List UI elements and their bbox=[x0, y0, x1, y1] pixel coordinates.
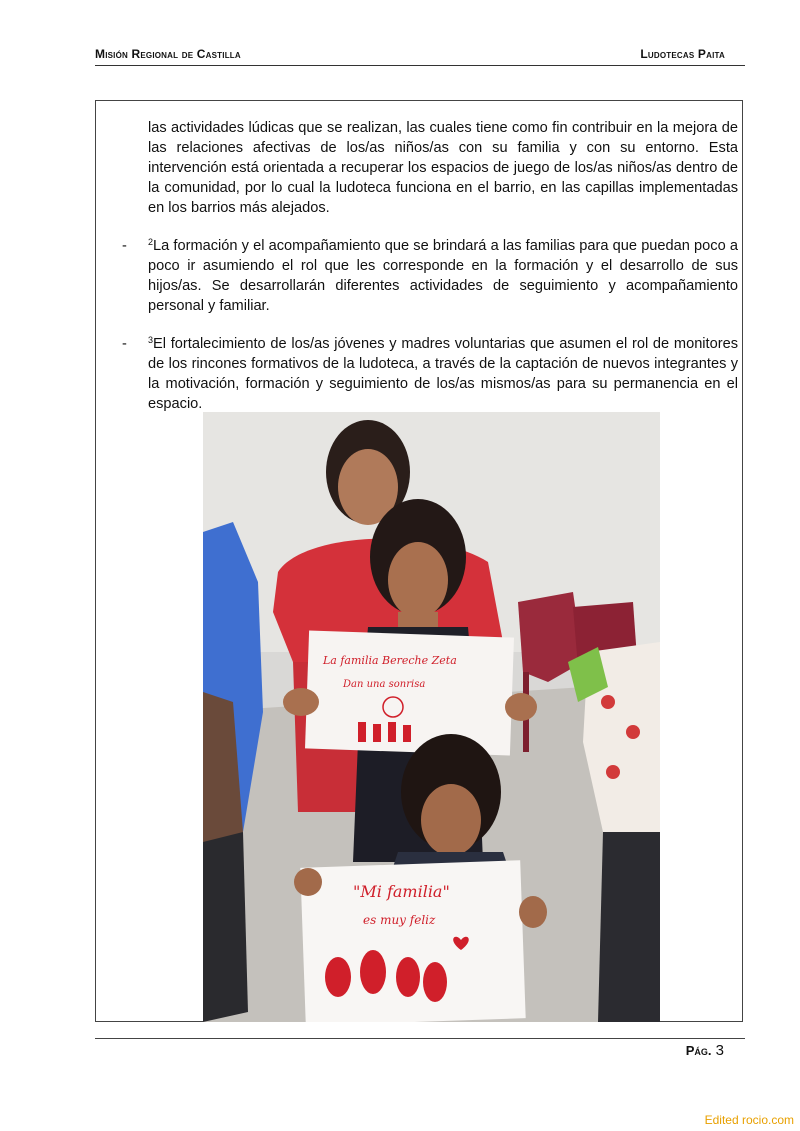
page-number bbox=[686, 1042, 724, 1059]
page-label: Pág. bbox=[685, 1043, 712, 1058]
sign-top-text-2: Dan una sonrisa bbox=[343, 679, 426, 690]
watermark: Edited rocio.com bbox=[704, 1113, 794, 1127]
sign-bottom-text-2: es muy feliz bbox=[363, 913, 436, 927]
bullet-marker: - bbox=[122, 336, 127, 352]
list-item-3-text: El fortalecimiento de los/as jóvenes y madres voluntarias que asumen el rol de monitores de los rincones formativos de la ludoteca, a través de la captación de nuevos integrantes y la motivación, formación y seguimiento de los/as mismos/as para su permanencia en el espacio. bbox=[148, 336, 738, 412]
header-organization: Misión Regional de Castilla bbox=[95, 47, 241, 61]
paragraph-continuation: las actividades lúdicas que se realizan, las cuales tiene como fin contribuir en la mejora de las relaciones afectivas de los/as niños/as con su familia y con su entorno. Esta intervención está orientada a recuperar los espacios de juego de los/as niños/as dentro de la comunidad, por lo cual la ludoteca funciona en el barrio, en las capillas implementadas en los barrios más alejados. bbox=[148, 120, 738, 216]
page-header bbox=[95, 47, 745, 66]
family-photo bbox=[203, 412, 660, 1022]
footnote-ref-3: 3 bbox=[148, 335, 154, 345]
bullet-marker: - bbox=[122, 238, 127, 254]
list-item-3 bbox=[148, 334, 738, 414]
page-number-value: 3 bbox=[715, 1042, 724, 1059]
sign-bottom-text-1: "Mi familia" bbox=[353, 882, 450, 901]
footnote-ref-2: 2 bbox=[148, 237, 154, 247]
list-item-2 bbox=[148, 236, 738, 316]
sign-top-text-1: La familia Bereche Zeta bbox=[323, 654, 457, 667]
list-item-2-text: La formación y el acompañamiento que se brindará a las familias para que puedan poco a poco ir asumiendo el rol que les corresponde en la formación y el desarrollo de sus hijos/as. Se desarrollarán diferentes actividades de seguimiento y acompañamiento personal y familiar. bbox=[148, 238, 738, 314]
footer-divider bbox=[95, 1038, 745, 1039]
header-project: Ludotecas Paita bbox=[640, 47, 725, 61]
